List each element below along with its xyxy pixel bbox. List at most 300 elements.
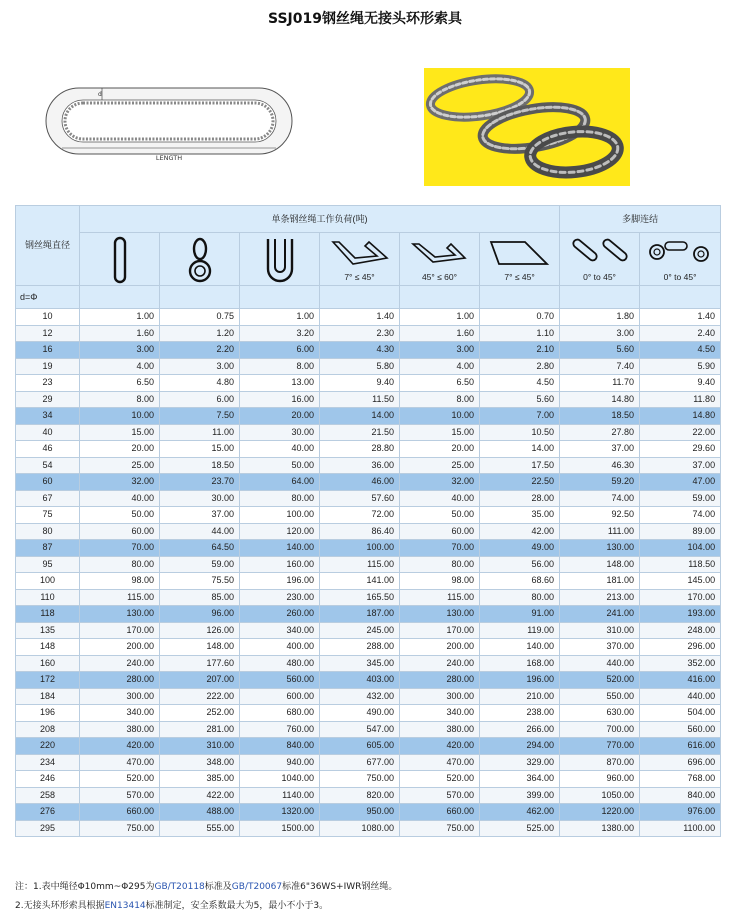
- load-cell: 1140.00: [240, 787, 320, 804]
- load-cell: 60.00: [400, 523, 480, 540]
- load-cell: 100.00: [240, 507, 320, 524]
- load-cell: 1.60: [80, 325, 160, 342]
- load-cell: 570.00: [80, 787, 160, 804]
- load-cell: 280.00: [80, 672, 160, 689]
- load-cell: 145.00: [640, 573, 721, 590]
- load-cell: 25.00: [400, 457, 480, 474]
- load-cell: 840.00: [640, 787, 721, 804]
- load-cell: 420.00: [400, 738, 480, 755]
- sling-angle-icon-2: [400, 233, 480, 286]
- load-cell: 310.00: [160, 738, 240, 755]
- diameter-cell: 110: [16, 589, 80, 606]
- load-cell: 120.00: [240, 523, 320, 540]
- load-cell: 7.50: [160, 408, 240, 425]
- load-cell: 20.00: [80, 441, 160, 458]
- load-cell: 10.50: [480, 424, 560, 441]
- load-cell: 3.00: [160, 358, 240, 375]
- load-cell: 11.70: [560, 375, 640, 392]
- load-cell: 118.50: [640, 556, 721, 573]
- table-row: [16, 441, 721, 458]
- table-row: [16, 606, 721, 623]
- load-cell: 37.00: [560, 441, 640, 458]
- load-cell: 5.60: [480, 391, 560, 408]
- load-cell: 98.00: [400, 573, 480, 590]
- load-cell: 1.00: [240, 309, 320, 326]
- table-row: [16, 408, 721, 425]
- load-cell: 300.00: [400, 688, 480, 705]
- load-cell: 85.00: [160, 589, 240, 606]
- load-cell: 4.50: [480, 375, 560, 392]
- load-cell: 340.00: [400, 705, 480, 722]
- load-cell: 490.00: [320, 705, 400, 722]
- load-cell: 470.00: [400, 754, 480, 771]
- diameter-cell: 118: [16, 606, 80, 623]
- load-cell: 49.00: [480, 540, 560, 557]
- angle-label-1: 7° ≤ 45°: [344, 271, 375, 282]
- load-cell: 207.00: [160, 672, 240, 689]
- load-cell: 60.00: [80, 523, 160, 540]
- load-cell: 50.00: [80, 507, 160, 524]
- load-cell: 140.00: [480, 639, 560, 656]
- load-cell: 119.00: [480, 622, 560, 639]
- angle-label-3: 7° ≤ 45°: [504, 271, 535, 282]
- load-cell: 380.00: [400, 721, 480, 738]
- table-row: [16, 655, 721, 672]
- load-cell: 6.50: [80, 375, 160, 392]
- load-cell: 14.00: [320, 408, 400, 425]
- load-cell: 80.00: [400, 556, 480, 573]
- load-cell: 21.50: [320, 424, 400, 441]
- load-cell: 840.00: [240, 738, 320, 755]
- diameter-cell: 276: [16, 804, 80, 821]
- load-cell: 1220.00: [560, 804, 640, 821]
- load-cell: 37.00: [640, 457, 721, 474]
- load-cell: 6.00: [240, 342, 320, 359]
- load-cell: 4.00: [80, 358, 160, 375]
- load-cell: 30.00: [160, 490, 240, 507]
- load-cell: 29.60: [640, 441, 721, 458]
- load-cell: 403.00: [320, 672, 400, 689]
- diameter-cell: 234: [16, 754, 80, 771]
- load-cell: 770.00: [560, 738, 640, 755]
- table-row: [16, 754, 721, 771]
- load-cell: 68.60: [480, 573, 560, 590]
- table-row: [16, 523, 721, 540]
- load-cell: 310.00: [560, 622, 640, 639]
- load-cell: 385.00: [160, 771, 240, 788]
- load-cell: 260.00: [240, 606, 320, 623]
- diameter-cell: 246: [16, 771, 80, 788]
- length-label: LENGTH: [155, 154, 183, 162]
- load-cell: 18.50: [560, 408, 640, 425]
- load-cell: 750.00: [320, 771, 400, 788]
- load-cell: 59.00: [640, 490, 721, 507]
- load-cell: 96.00: [160, 606, 240, 623]
- load-cell: 520.00: [400, 771, 480, 788]
- load-cell: 92.50: [560, 507, 640, 524]
- load-cell: 25.00: [80, 457, 160, 474]
- angle-label-2: 45° ≤ 60°: [421, 271, 458, 282]
- load-cell: 11.80: [640, 391, 721, 408]
- page-title: SSJ019钢丝绳无接头环形索具: [268, 11, 462, 27]
- load-cell: 616.00: [640, 738, 721, 755]
- load-cell: 820.00: [320, 787, 400, 804]
- load-cell: 37.00: [160, 507, 240, 524]
- load-cell: 181.00: [560, 573, 640, 590]
- load-cell: 555.00: [160, 820, 240, 837]
- group-header-single: 单条钢丝绳工作负荷(吨): [80, 206, 560, 233]
- load-cell: 74.00: [640, 507, 721, 524]
- load-cell: 520.00: [80, 771, 160, 788]
- load-cell: 4.00: [400, 358, 480, 375]
- table-row: [16, 342, 721, 359]
- load-cell: 488.00: [160, 804, 240, 821]
- sling-choker-icon: [160, 233, 240, 286]
- product-photo: [424, 68, 630, 186]
- table-row: [16, 490, 721, 507]
- load-cell: 750.00: [400, 820, 480, 837]
- col-header-diameter: 钢丝绳直径: [16, 206, 80, 286]
- table-body: [16, 309, 721, 837]
- load-cell: 40.00: [400, 490, 480, 507]
- load-cell: 89.00: [640, 523, 721, 540]
- load-cell: 177.60: [160, 655, 240, 672]
- load-cell: 56.00: [480, 556, 560, 573]
- load-cell: 266.00: [480, 721, 560, 738]
- load-cell: 70.00: [400, 540, 480, 557]
- load-cell: 200.00: [400, 639, 480, 656]
- load-cell: 700.00: [560, 721, 640, 738]
- load-cell: 1.40: [320, 309, 400, 326]
- load-cell: 0.75: [160, 309, 240, 326]
- load-cell: 80.00: [240, 490, 320, 507]
- multi-leg-icon-2: [640, 233, 721, 286]
- table-row: [16, 540, 721, 557]
- load-cell: 22.00: [640, 424, 721, 441]
- notes: [15, 878, 715, 916]
- load-cell: 18.50: [160, 457, 240, 474]
- table-row: [16, 705, 721, 722]
- load-cell: 32.00: [80, 474, 160, 491]
- load-cell: 36.00: [320, 457, 400, 474]
- load-cell: 440.00: [560, 655, 640, 672]
- load-cell: 605.00: [320, 738, 400, 755]
- load-cell: 210.00: [480, 688, 560, 705]
- table-row: [16, 589, 721, 606]
- load-cell: 72.00: [320, 507, 400, 524]
- load-cell: 550.00: [560, 688, 640, 705]
- diameter-cell: 60: [16, 474, 80, 491]
- load-cell: 1.10: [480, 325, 560, 342]
- load-cell: 74.00: [560, 490, 640, 507]
- table-row: [16, 325, 721, 342]
- load-cell: 976.00: [640, 804, 721, 821]
- load-cell: 11.00: [160, 424, 240, 441]
- load-cell: 600.00: [240, 688, 320, 705]
- load-cell: 560.00: [640, 721, 721, 738]
- load-cell: 222.00: [160, 688, 240, 705]
- diameter-cell: 46: [16, 441, 80, 458]
- load-cell: 111.00: [560, 523, 640, 540]
- load-cell: 130.00: [560, 540, 640, 557]
- diameter-cell: 100: [16, 573, 80, 590]
- load-cell: 170.00: [400, 622, 480, 639]
- load-cell: 1.60: [400, 325, 480, 342]
- load-cell: 340.00: [80, 705, 160, 722]
- diameter-cell: 10: [16, 309, 80, 326]
- load-cell: 3.00: [560, 325, 640, 342]
- diameter-cell: 19: [16, 358, 80, 375]
- load-cell: 364.00: [480, 771, 560, 788]
- load-cell: 1080.00: [320, 820, 400, 837]
- load-cell: 7.40: [560, 358, 640, 375]
- table-row: [16, 573, 721, 590]
- diameter-cell: 12: [16, 325, 80, 342]
- load-cell: 64.50: [160, 540, 240, 557]
- note-1: 注：1.表中绳径Φ10mm~Φ295为GB/T20118标准及GB/T20067标准6"36WS+IWR钢丝绳。: [15, 882, 398, 892]
- load-cell: 940.00: [240, 754, 320, 771]
- load-cell: 660.00: [80, 804, 160, 821]
- diameter-cell: 258: [16, 787, 80, 804]
- load-cell: 1.20: [160, 325, 240, 342]
- load-cell: 86.40: [320, 523, 400, 540]
- diameter-cell: 87: [16, 540, 80, 557]
- diameter-cell: 23: [16, 375, 80, 392]
- load-cell: 660.00: [400, 804, 480, 821]
- load-cell: 140.00: [240, 540, 320, 557]
- load-cell: 2.40: [640, 325, 721, 342]
- load-cell: 6.50: [400, 375, 480, 392]
- load-table: [15, 205, 721, 837]
- load-cell: 288.00: [320, 639, 400, 656]
- load-cell: 40.00: [80, 490, 160, 507]
- load-cell: 80.00: [80, 556, 160, 573]
- load-cell: 50.00: [240, 457, 320, 474]
- load-cell: 570.00: [400, 787, 480, 804]
- load-cell: 4.50: [640, 342, 721, 359]
- load-cell: 1100.00: [640, 820, 721, 837]
- load-cell: 170.00: [640, 589, 721, 606]
- load-cell: 1.40: [640, 309, 721, 326]
- load-cell: 115.00: [80, 589, 160, 606]
- load-cell: 1040.00: [240, 771, 320, 788]
- load-cell: 422.00: [160, 787, 240, 804]
- load-cell: 46.30: [560, 457, 640, 474]
- load-cell: 504.00: [640, 705, 721, 722]
- table-row: [16, 639, 721, 656]
- load-cell: 50.00: [400, 507, 480, 524]
- load-cell: 193.00: [640, 606, 721, 623]
- table-row: [16, 804, 721, 821]
- load-cell: 480.00: [240, 655, 320, 672]
- load-cell: 59.00: [160, 556, 240, 573]
- diameter-cell: 184: [16, 688, 80, 705]
- diameter-cell: 295: [16, 820, 80, 837]
- diameter-cell: 148: [16, 639, 80, 656]
- load-cell: 28.80: [320, 441, 400, 458]
- angle-label-4: 0° to 45°: [583, 271, 616, 282]
- diameter-cell: 135: [16, 622, 80, 639]
- load-cell: 165.50: [320, 589, 400, 606]
- load-cell: 9.40: [640, 375, 721, 392]
- load-cell: 960.00: [560, 771, 640, 788]
- load-cell: 64.00: [240, 474, 320, 491]
- diameter-cell: 208: [16, 721, 80, 738]
- load-cell: 1.80: [560, 309, 640, 326]
- load-cell: 5.90: [640, 358, 721, 375]
- table-row: [16, 622, 721, 639]
- load-cell: 240.00: [80, 655, 160, 672]
- load-cell: 370.00: [560, 639, 640, 656]
- table-row: [16, 507, 721, 524]
- table-row: [16, 721, 721, 738]
- table-row: [16, 391, 721, 408]
- load-cell: 115.00: [320, 556, 400, 573]
- load-cell: 296.00: [640, 639, 721, 656]
- load-cell: 4.30: [320, 342, 400, 359]
- angle-label-5: 0° to 45°: [663, 271, 697, 282]
- load-cell: 400.00: [240, 639, 320, 656]
- load-cell: 47.00: [640, 474, 721, 491]
- diameter-cell: 16: [16, 342, 80, 359]
- load-cell: 462.00: [480, 804, 560, 821]
- load-cell: 245.00: [320, 622, 400, 639]
- sling-basket-icon: [240, 233, 320, 286]
- load-cell: 130.00: [400, 606, 480, 623]
- load-cell: 57.60: [320, 490, 400, 507]
- load-cell: 696.00: [640, 754, 721, 771]
- load-cell: 7.00: [480, 408, 560, 425]
- load-cell: 20.00: [400, 441, 480, 458]
- load-cell: 1.00: [80, 309, 160, 326]
- load-cell: 252.00: [160, 705, 240, 722]
- load-cell: 8.00: [400, 391, 480, 408]
- load-cell: 281.00: [160, 721, 240, 738]
- load-cell: 760.00: [240, 721, 320, 738]
- load-cell: 15.00: [400, 424, 480, 441]
- load-cell: 2.10: [480, 342, 560, 359]
- load-cell: 525.00: [480, 820, 560, 837]
- load-cell: 248.00: [640, 622, 721, 639]
- load-cell: 196.00: [480, 672, 560, 689]
- load-cell: 14.80: [560, 391, 640, 408]
- d-label: d: [98, 91, 102, 98]
- load-cell: 75.50: [160, 573, 240, 590]
- table-row: [16, 672, 721, 689]
- load-cell: 750.00: [80, 820, 160, 837]
- load-cell: 3.00: [80, 342, 160, 359]
- diameter-cell: 29: [16, 391, 80, 408]
- load-cell: 416.00: [640, 672, 721, 689]
- load-cell: 115.00: [400, 589, 480, 606]
- note-2: 2.无接头环形索具根据EN13414标准制定，安全系数最大为5，最小不小于3。: [15, 901, 329, 911]
- table-row: [16, 457, 721, 474]
- load-cell: 104.00: [640, 540, 721, 557]
- load-cell: 4.80: [160, 375, 240, 392]
- sling-angle-icon-3: [480, 233, 560, 286]
- table-row: [16, 688, 721, 705]
- diameter-cell: 67: [16, 490, 80, 507]
- load-cell: 241.00: [560, 606, 640, 623]
- load-cell: 3.00: [400, 342, 480, 359]
- load-cell: 768.00: [640, 771, 721, 788]
- load-cell: 677.00: [320, 754, 400, 771]
- diameter-cell: 80: [16, 523, 80, 540]
- load-cell: 380.00: [80, 721, 160, 738]
- load-cell: 20.00: [240, 408, 320, 425]
- load-cell: 35.00: [480, 507, 560, 524]
- load-cell: 59.20: [560, 474, 640, 491]
- diameter-cell: 220: [16, 738, 80, 755]
- load-cell: 520.00: [560, 672, 640, 689]
- table-row: [16, 358, 721, 375]
- group-header-multi: 多脚连结: [560, 206, 721, 233]
- load-cell: 100.00: [320, 540, 400, 557]
- load-cell: 70.00: [80, 540, 160, 557]
- sling-dimension-diagram: [40, 82, 298, 170]
- load-cell: 9.40: [320, 375, 400, 392]
- load-cell: 15.00: [80, 424, 160, 441]
- load-cell: 1500.00: [240, 820, 320, 837]
- load-cell: 340.00: [240, 622, 320, 639]
- load-cell: 130.00: [80, 606, 160, 623]
- sling-angle-icon-1: [320, 233, 400, 286]
- load-cell: 950.00: [320, 804, 400, 821]
- load-cell: 16.00: [240, 391, 320, 408]
- table-row: [16, 556, 721, 573]
- load-cell: 213.00: [560, 589, 640, 606]
- table-row: [16, 820, 721, 837]
- load-cell: 1320.00: [240, 804, 320, 821]
- load-cell: 2.20: [160, 342, 240, 359]
- load-cell: 200.00: [80, 639, 160, 656]
- load-cell: 547.00: [320, 721, 400, 738]
- load-cell: 10.00: [400, 408, 480, 425]
- table-row: [16, 771, 721, 788]
- load-cell: 440.00: [640, 688, 721, 705]
- load-cell: 300.00: [80, 688, 160, 705]
- load-cell: 187.00: [320, 606, 400, 623]
- load-cell: 44.00: [160, 523, 240, 540]
- load-cell: 14.80: [640, 408, 721, 425]
- load-cell: 98.00: [80, 573, 160, 590]
- load-cell: 32.00: [400, 474, 480, 491]
- load-cell: 1050.00: [560, 787, 640, 804]
- diameter-cell: 196: [16, 705, 80, 722]
- load-cell: 148.00: [160, 639, 240, 656]
- table-row: [16, 787, 721, 804]
- load-cell: 1.00: [400, 309, 480, 326]
- load-cell: 630.00: [560, 705, 640, 722]
- load-cell: 6.00: [160, 391, 240, 408]
- diameter-cell: 34: [16, 408, 80, 425]
- load-cell: 11.50: [320, 391, 400, 408]
- table-row: [16, 375, 721, 392]
- multi-leg-icon-1: [560, 233, 640, 286]
- load-cell: 329.00: [480, 754, 560, 771]
- load-cell: 141.00: [320, 573, 400, 590]
- load-cell: 352.00: [640, 655, 721, 672]
- load-cell: 5.80: [320, 358, 400, 375]
- load-cell: 15.00: [160, 441, 240, 458]
- load-cell: 680.00: [240, 705, 320, 722]
- load-cell: 126.00: [160, 622, 240, 639]
- load-cell: 28.00: [480, 490, 560, 507]
- load-cell: 14.00: [480, 441, 560, 458]
- diameter-cell: 172: [16, 672, 80, 689]
- load-cell: 8.00: [240, 358, 320, 375]
- load-cell: 170.00: [80, 622, 160, 639]
